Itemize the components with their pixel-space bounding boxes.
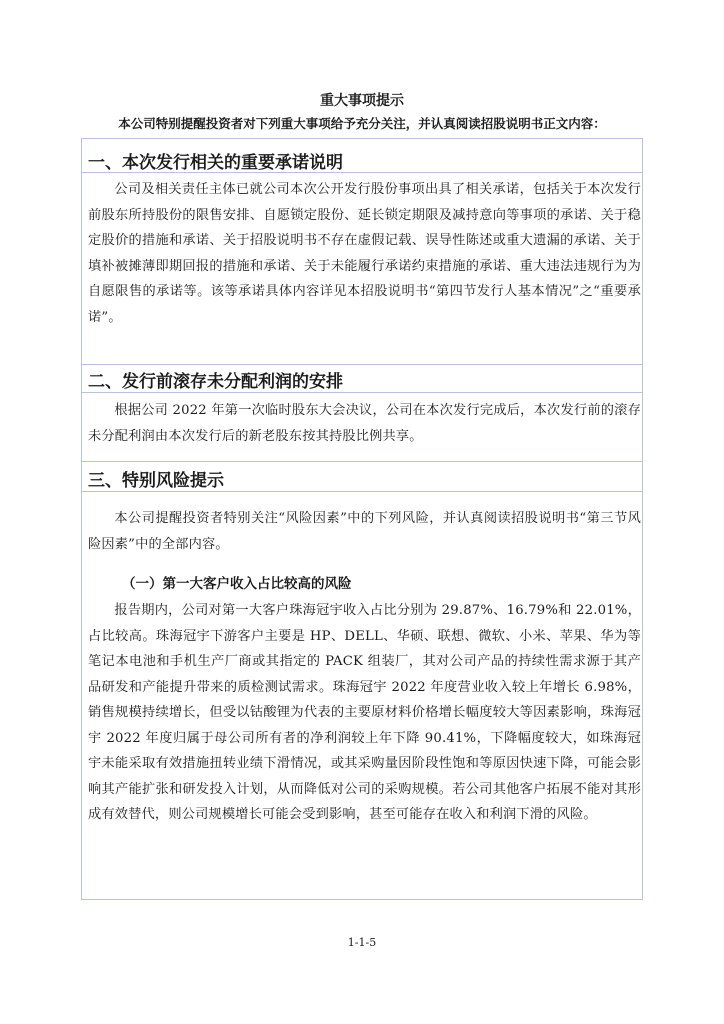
section-paragraph-risk: 本公司提醒投资者特别关注“风险因素”中的下列风险，并认真阅读招股说明书“第三节风险因素”中的全部内容。 [88, 511, 641, 552]
section-heading-risk: 三、特别风险提示 [88, 471, 224, 491]
page-title: 重大事项提示 [320, 93, 404, 109]
section-divider [82, 364, 642, 365]
section-heading-retained-earnings: 二、发行前滚存未分配利润的安排 [88, 372, 343, 392]
section-divider [82, 172, 642, 173]
section-divider [82, 461, 642, 462]
page-number: 1-1-5 [347, 936, 377, 949]
section-divider [82, 491, 642, 492]
section-paragraph-retained-earnings: 根据公司 2022 年第一次临时股东大会决议，公司在本次发行完成后，本次发行前的滚存未分配利润由本次发行后的新老股东按其持股比例共享。 [88, 403, 641, 444]
page-subtitle: 本公司特别提醒投资者对下列重大事项给予充分关注，并认真阅读招股说明书正文内容： [118, 116, 606, 131]
subsection-paragraph-customer-risk: 报告期内，公司对第一大客户珠海冠宇收入占比分别为 29.87%、16.79%和 22.01%，占比较高。珠海冠宇下游客户主要是 HP、DELL、华硕、联想、微软、小米、苹果、华为等笔记本电池和手机生产厂商或其指定的 PACK 组装厂，其对公司产品的持续性需求源于其产品研发和产能提升带来的质检测试需求。珠海冠宇 2022 年度营业收入较上年增长 6.98%，销售规模持续增长，但受以钴酸锂为代表的主要原材料价格增长幅度较大等因素影响，珠海冠宇 2022 年度归属于母公司所有者的净利润较上年下降 90.41%，下降幅度较大，如珠海冠宇未能采取有效措施扭转业绩下滑情况，或其采购量因阶段性饱和等原因快速下降，可能会影响其产能扩张和研发投入计划，从而降低对公司的采购规模。若公司其他客户拓展不能对其形成有效替代，则公司规模增长可能会受到影响，甚至可能存在收入和利润下滑的风险。 [88, 603, 641, 822]
section-paragraph-commitments: 公司及相关责任主体已就公司本次公开发行股份事项出具了相关承诺，包括关于本次发行前股东所持股份的限售安排、自愿锁定股份、延长锁定期限及减持意向等事项的承诺、关于稳定股价的措施和承诺、关于招股说明书不存在虚假记载、误导性陈述或重大遗漏的承诺、关于填补被摊薄即期回报的措施和承诺、关于未能履行承诺约束措施的承诺、重大违法违规行为为自愿限售的承诺等。该等承诺具体内容详见本招股说明书“第四节发行人基本情况”之“重要承诺”。 [88, 182, 641, 325]
section-divider [82, 392, 642, 393]
section-heading-commitments: 一、本次发行相关的重要承诺说明 [88, 153, 343, 173]
subsection-heading-customer-risk: （一）第一大客户收入占比较高的风险 [122, 576, 352, 592]
